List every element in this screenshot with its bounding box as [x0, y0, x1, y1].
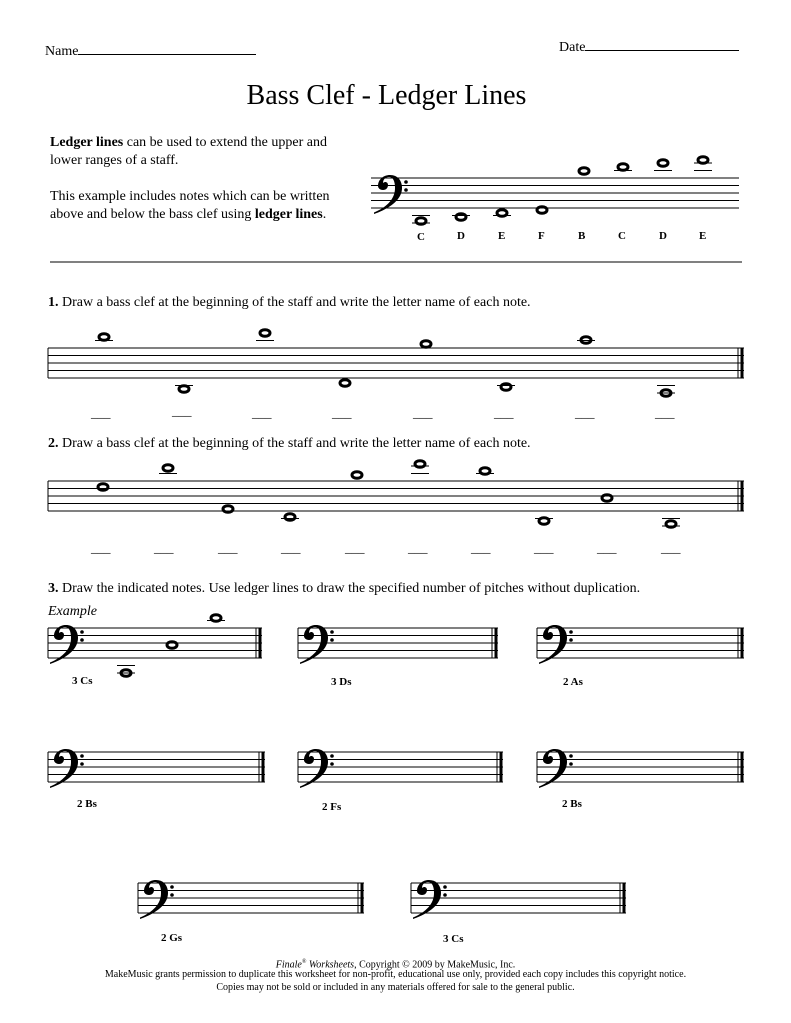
note-head [163, 465, 173, 472]
answer-blank[interactable]: ___ [655, 405, 675, 420]
exercise-staff [411, 880, 626, 919]
answer-blank[interactable]: ___ [91, 540, 111, 555]
answer-blank[interactable]: ___ [332, 405, 352, 420]
exercise-staff-example [48, 615, 262, 677]
question-2-text: Draw a bass clef at the beginning of the staff and write the letter name of each note. [58, 436, 531, 451]
exercise-label: 2 Bs [562, 798, 582, 810]
question-3-text: Draw the indicated notes. Use ledger lines to draw the specified number of pitches without duplication. [58, 581, 641, 596]
note-head [352, 472, 362, 479]
note-head [179, 386, 189, 393]
exercise-staff [298, 749, 503, 788]
exercise-label: 2 Fs [322, 801, 342, 813]
answer-blank[interactable]: ___ [575, 405, 595, 420]
answer-blank[interactable]: ___ [281, 540, 301, 555]
note-head [602, 495, 612, 502]
date-label: Date [559, 40, 586, 55]
note-head [537, 207, 547, 214]
intro-text-2-end: . [322, 207, 327, 222]
note-head [501, 384, 511, 391]
answer-blank[interactable]: ___ [91, 405, 111, 420]
note-head [99, 334, 109, 341]
example-staff [371, 157, 739, 225]
example-note-name: C [417, 231, 425, 243]
answer-blank[interactable]: ___ [413, 405, 433, 420]
name-label: Name [45, 44, 79, 59]
intro-text-1: can be used to extend the upper and lower ranges of a staff. [50, 135, 327, 168]
question-1-number: 1. [48, 295, 59, 310]
exercise-staff [138, 880, 364, 919]
note-head [98, 484, 108, 491]
intro-text-2: This example includes notes which can be written above and below the bass clef using [50, 189, 330, 222]
answer-blank[interactable]: ___ [172, 403, 192, 418]
example-note-name: E [699, 230, 707, 242]
answer-blank[interactable]: ___ [218, 540, 238, 555]
note-head [698, 157, 708, 164]
answer-blank[interactable]: ___ [471, 540, 491, 555]
answer-blank[interactable]: ___ [252, 405, 272, 420]
example-note-name: B [578, 230, 586, 242]
answer-blank[interactable]: ___ [597, 540, 617, 555]
intro-bold-ledger-2: ledger lines [254, 207, 323, 222]
note-head [167, 642, 177, 649]
answer-blank[interactable]: ___ [408, 540, 428, 555]
exercise-label: 2 As [563, 676, 583, 688]
note-head [456, 214, 466, 221]
footer-finale: Finale [275, 959, 302, 971]
exercise-label: 2 Gs [161, 932, 183, 944]
footer-permission: MakeMusic grants permission to duplicate this worksheet for non-profit, educational use only, provided each copy includes this copyright notice. [104, 969, 687, 980]
answer-blank[interactable]: ___ [661, 540, 681, 555]
note-head [285, 514, 295, 521]
answer-blank[interactable]: ___ [494, 405, 514, 420]
example-note-name: D [457, 230, 465, 242]
exercise-staff [537, 749, 744, 788]
answer-blank[interactable]: ___ [534, 540, 554, 555]
footer-worksheets: Worksheets [306, 959, 355, 971]
example-note-name: D [659, 230, 667, 242]
answer-blank[interactable]: ___ [154, 540, 174, 555]
note-head [579, 168, 589, 175]
answer-blank[interactable]: ___ [345, 540, 365, 555]
exercise-label: 3 Cs [443, 933, 464, 945]
exercise-staff [48, 749, 265, 788]
note-head [260, 330, 270, 337]
note-head [340, 380, 350, 387]
question-1-staff [48, 330, 744, 397]
footer-reg: ® [301, 959, 307, 965]
question-3-number: 3. [48, 581, 59, 596]
question-2-staff [48, 461, 744, 528]
example-note-name: E [498, 230, 506, 242]
intro-bold-ledger: Ledger lines [50, 135, 124, 150]
example-note-name: F [538, 230, 545, 242]
exercise-label: 3 Cs [72, 675, 93, 687]
footer-restriction: Copies may not be sold or included in any materials offered for sale to the general public. [216, 982, 575, 993]
page-title: Bass Clef - Ledger Lines [246, 80, 527, 111]
question-1-text: Draw a bass clef at the beginning of the staff and write the letter name of each note. [58, 295, 531, 310]
note-head [223, 506, 233, 513]
note-head [658, 160, 668, 167]
exercise-staff [298, 625, 498, 664]
example-label: Example [48, 604, 97, 619]
exercise-label: 3 Ds [331, 676, 352, 688]
exercise-label: 2 Bs [77, 798, 97, 810]
question-2-number: 2. [48, 436, 59, 451]
exercise-staff [537, 625, 744, 664]
footer-copyright-rest: , Copyright © 2009 by MakeMusic, Inc. [354, 959, 516, 971]
note-head [421, 341, 431, 348]
note-head [618, 164, 628, 171]
example-note-name: C [618, 230, 626, 242]
